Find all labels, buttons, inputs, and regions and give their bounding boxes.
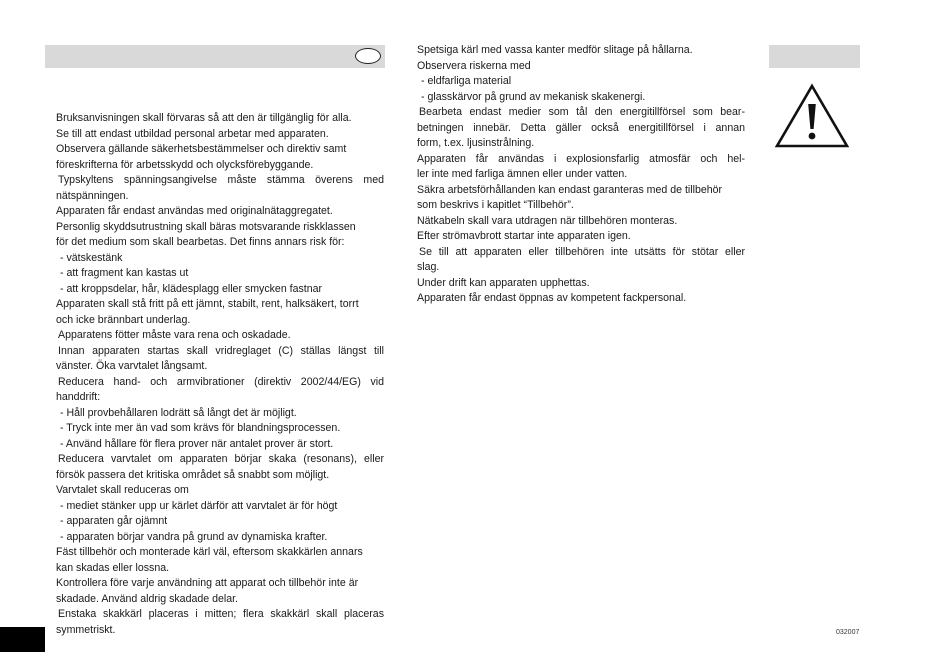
text-line: Personlig skyddsutrustning skall bäras motsvarande riskklassen	[56, 220, 356, 233]
page-tab-marker	[0, 627, 45, 652]
text-line: Reducera varvtalet om apparaten börjar skaka (resonans), eller	[58, 453, 384, 465]
text-line: Bruksanvisningen skall förvaras så att den är tillgänglig för alla.	[56, 112, 352, 124]
text-line: slag.	[417, 261, 440, 273]
text-line: - apparaten går ojämnt	[60, 515, 168, 527]
text-line: - Använd hållare för flera prover när antalet prover är stort.	[60, 437, 334, 450]
text-line: form, t.ex. ljusinstrålning.	[417, 137, 535, 149]
text-line: Se till att apparaten eller tillbehören inte utsätts för stötar eller	[419, 245, 745, 258]
text-line: Apparaten får endast användas med originalnätaggregatet.	[56, 205, 333, 217]
text-line: Under drift kan apparaten upphettas.	[417, 276, 590, 289]
text-line: Reducera hand- och armvibrationer (direktiv 2002/44/EG) vid	[58, 375, 384, 388]
text-line: Bearbeta endast medier som tål den energitillförsel som bear-	[419, 106, 745, 118]
text-line: Apparaten får endast öppnas av kompetent fackpersonal.	[417, 292, 687, 304]
text-line: Observera gällande säkerhetsbestämmelser och direktiv samt	[56, 143, 347, 155]
text-line: - att fragment kan kastas ut	[60, 267, 189, 279]
text-line: symmetriskt.	[56, 623, 116, 636]
text-line: Kontrollera före varje användning att apparat och tillbehör inte är	[56, 577, 359, 589]
text-line: ler inte med farliga ämnen eller under vatten.	[417, 168, 628, 180]
warning-header-bar	[769, 45, 860, 68]
text-line: - apparaten börjar vandra på grund av dynamiska krafter.	[60, 530, 328, 543]
text-line: - Håll provbehållaren lodrätt så långt det är möjligt.	[60, 406, 297, 419]
text-line: föreskrifterna för arbetsskydd och olycksförebyggande.	[56, 158, 314, 171]
text-line: Enstaka skakkärl placeras i mitten; flera skakkärl skall placeras	[58, 608, 384, 620]
text-line: Nätkabeln skall vara utdragen när tillbehören monteras.	[417, 214, 678, 227]
text-line: Efter strömavbrott startar inte apparaten igen.	[417, 230, 631, 242]
section-header-bar	[45, 45, 385, 68]
text-line: - Tryck inte mer än vad som krävs för blandningsprocessen.	[60, 422, 341, 434]
page-code: 032007	[836, 629, 860, 636]
text-line: kan skadas eller lossna.	[56, 561, 170, 574]
text-line: skadade. Använd aldrig skadade delar.	[56, 592, 238, 605]
text-line: nätspänningen.	[56, 189, 129, 202]
text-line: Fäst tillbehör och monterade kärl väl, eftersom skakkärlen annars	[56, 546, 363, 558]
text-line: och icke brännbart underlag.	[56, 313, 191, 326]
warning-triangle-icon	[774, 82, 850, 149]
text-line: Säkra arbetsförhållanden kan endast garanteras med de tillbehör	[417, 183, 723, 196]
text-line: - eldfarliga material	[421, 75, 512, 87]
text-line: - glasskärvor på grund av mekanisk skakenergi.	[421, 90, 646, 103]
text-line: Typskyltens spänningsangivelse måste stämma överens med	[58, 174, 384, 186]
text-line: Se till att endast utbildad personal arbetar med apparaten.	[56, 127, 329, 140]
text-line: - att kroppsdelar, hår, klädesplagg eller smycken fastnar	[60, 282, 323, 295]
text-line: Apparaten skall stå fritt på ett jämnt, stabilt, rent, halksäkert, torrt	[56, 298, 359, 310]
text-line: Varvtalet skall reduceras om	[56, 484, 189, 496]
text-line: betningen innebär. Detta gäller också energitillförsel i annan	[417, 121, 745, 134]
left-text-column	[56, 111, 384, 638]
text-line: Spetsiga kärl med vassa kanter medför slitage på hållarna.	[417, 44, 693, 56]
text-line: som beskrivs i kapitlet “Tillbehör”.	[417, 199, 574, 211]
text-line: Observera riskerna med	[417, 59, 531, 72]
text-line: - vätskestänk	[60, 251, 123, 264]
text-line: handdrift:	[56, 391, 101, 403]
text-line: vänster. Öka varvtalet långsamt.	[56, 360, 208, 372]
oval-badge-icon	[355, 48, 381, 64]
right-text-column	[417, 43, 745, 307]
text-line: för det medium som skall bearbetas. Det finns annars risk för:	[56, 236, 345, 248]
text-line: Apparaten får användas i explosionsfarlig atmosfär och hel-	[417, 152, 745, 165]
text-line: Innan apparaten startas skall vridreglaget (C) ställas längst till	[58, 344, 384, 357]
text-line: försök passera det kritiska området så snabbt som möjligt.	[56, 468, 330, 481]
text-line: Apparatens fötter måste vara rena och oskadade.	[58, 329, 291, 341]
text-line: - mediet stänker upp ur kärlet därför att varvtalet är för högt	[60, 499, 338, 512]
